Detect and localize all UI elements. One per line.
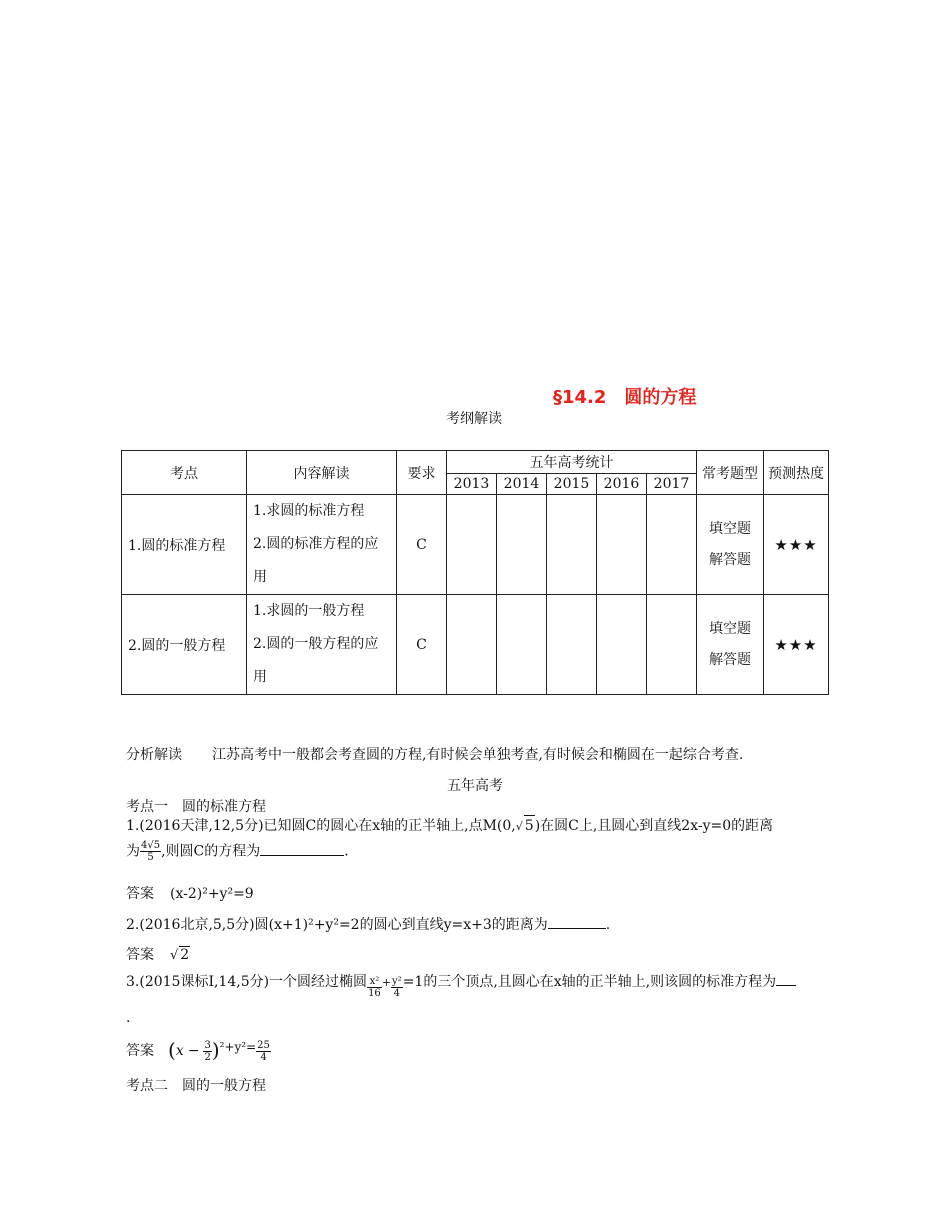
content-line: 1.求圆的一般方程 bbox=[253, 603, 365, 619]
question-text: 2.(2016北京,5,5分)圆(x+1)²+y²=2的圆心到直线y=x+3的距离为 bbox=[126, 917, 548, 933]
question-3-end: . bbox=[126, 1010, 131, 1026]
answer-3: 答案 (x − $\frac{3}{2}$ )²+y²= $\frac{25}{4}$ bbox=[126, 1038, 270, 1063]
question-text: )在圆C上,且圆心到直线2x-y=0的距离 bbox=[534, 818, 774, 834]
answer-blank bbox=[260, 841, 344, 856]
answer-blank bbox=[776, 971, 796, 986]
question-2 bbox=[126, 914, 610, 934]
header-point: 考点 bbox=[122, 451, 247, 495]
header-content: 内容解读 bbox=[247, 451, 397, 495]
row-requirement: C bbox=[397, 495, 447, 595]
header-year: 2015 bbox=[547, 474, 597, 495]
question-text: 1.(2016天津,12,5分)已知圆C的圆心在x轴的正半轴上,点M(0, bbox=[126, 818, 516, 834]
type-line: 填空题 bbox=[709, 620, 751, 637]
fraction: $\frac{\text{y²}}{4}$ bbox=[392, 976, 402, 999]
question-text: . bbox=[344, 843, 349, 860]
kaodian-heading: 考点二 圆的一般方程 bbox=[126, 1078, 266, 1094]
header-requirement: 要求 bbox=[397, 451, 447, 495]
year-cell bbox=[547, 595, 597, 695]
row-content bbox=[247, 595, 397, 695]
fraction: $\frac{3}{2}$ bbox=[204, 1039, 211, 1063]
row-types bbox=[697, 595, 764, 695]
header-heat: 预测热度 bbox=[764, 451, 829, 495]
fraction: $\frac{4√5}{5}$ bbox=[141, 840, 161, 863]
answer-label: 答案 bbox=[126, 1043, 154, 1059]
question-text: 3.(2015课标Ⅰ,14,5分)一个圆经过椭圆 bbox=[126, 974, 368, 990]
content-line: 1.求圆的标准方程 bbox=[253, 503, 365, 519]
content-line: 用 bbox=[253, 569, 267, 585]
analysis-label: 分析解读 bbox=[126, 747, 182, 763]
question-3: 3.(2015课标Ⅰ,14,5分)一个圆经过椭圆 $\frac{\text{x²}}{16}$ + $\frac{\text{y²}}{4}$ =1的三个顶点,且圆心在x轴的正半轴上,则该圆的标准方程为 bbox=[126, 971, 796, 999]
analysis-text: 江苏高考中一般都会考查圆的方程,有时候会单独考查,有时候会和椭圆在一起综合考查. bbox=[212, 747, 744, 763]
row-types bbox=[697, 495, 764, 595]
header-stats: 五年高考统计 bbox=[447, 451, 697, 474]
analysis-paragraph bbox=[126, 744, 743, 764]
answer-blank bbox=[548, 914, 606, 929]
answer-label: 答案 bbox=[126, 886, 154, 902]
header-year: 2013 bbox=[447, 474, 497, 495]
year-cell bbox=[447, 595, 497, 695]
year-cell bbox=[597, 595, 647, 695]
question-text: 为 bbox=[126, 843, 140, 860]
row-content bbox=[247, 495, 397, 595]
header-year: 2017 bbox=[647, 474, 697, 495]
question-1-cont bbox=[126, 840, 349, 863]
year-cell bbox=[547, 495, 597, 595]
question-text: ,则圆C的方程为 bbox=[161, 843, 261, 860]
year-cell bbox=[497, 495, 547, 595]
row-heat: ★★★ bbox=[764, 595, 829, 695]
type-line: 填空题 bbox=[709, 520, 751, 537]
year-cell bbox=[447, 495, 497, 595]
table-row bbox=[122, 595, 829, 695]
question-text: . bbox=[605, 917, 611, 933]
exam-outline-table bbox=[121, 450, 829, 695]
type-line: 解答题 bbox=[709, 651, 751, 668]
year-cell bbox=[647, 495, 697, 595]
row-heat: ★★★ bbox=[764, 495, 829, 595]
answer-text: (x-2)²+y²=9 bbox=[170, 886, 254, 902]
year-cell bbox=[597, 495, 647, 595]
row-point: 2.圆的一般方程 bbox=[122, 595, 247, 695]
sqrt-expression: 5 bbox=[524, 815, 535, 836]
header-types: 常考题型 bbox=[697, 451, 764, 495]
row-requirement: C bbox=[397, 595, 447, 695]
content-line: 2.圆的标准方程的应 bbox=[253, 536, 379, 552]
section-heading: 五年高考 bbox=[447, 778, 503, 794]
year-cell bbox=[647, 595, 697, 695]
answer-2: 答案 √ 2 bbox=[126, 947, 190, 963]
content-line: 用 bbox=[253, 669, 267, 685]
fraction: $\frac{\text{x²}}{16}$ bbox=[368, 976, 381, 999]
section-title: §14.2 圆的方程 bbox=[553, 387, 697, 408]
header-year: 2016 bbox=[597, 474, 647, 495]
kaodian-heading: 考点一 圆的标准方程 bbox=[126, 799, 266, 815]
fraction: $\frac{25}{4}$ bbox=[257, 1039, 270, 1063]
answer-label: 答案 bbox=[126, 947, 154, 963]
content-line: 2.圆的一般方程的应 bbox=[253, 636, 379, 652]
table-row bbox=[122, 495, 829, 595]
section-subtitle: 考纲解读 bbox=[446, 411, 502, 427]
sqrt-expression: 2 bbox=[180, 947, 190, 963]
answer-1 bbox=[126, 883, 254, 903]
year-cell bbox=[497, 595, 547, 695]
header-year: 2014 bbox=[497, 474, 547, 495]
question-1: 1.(2016天津,12,5分)已知圆C的圆心在x轴的正半轴上,点M(0,√ 5)在圆C上,且圆心到直线2x-y=0的距离 bbox=[126, 815, 773, 837]
question-text: 的三个顶点,且圆心在x轴的正半轴上,则该圆的标准方程为 bbox=[423, 974, 777, 990]
type-line: 解答题 bbox=[709, 551, 751, 568]
row-point: 1.圆的标准方程 bbox=[122, 495, 247, 595]
